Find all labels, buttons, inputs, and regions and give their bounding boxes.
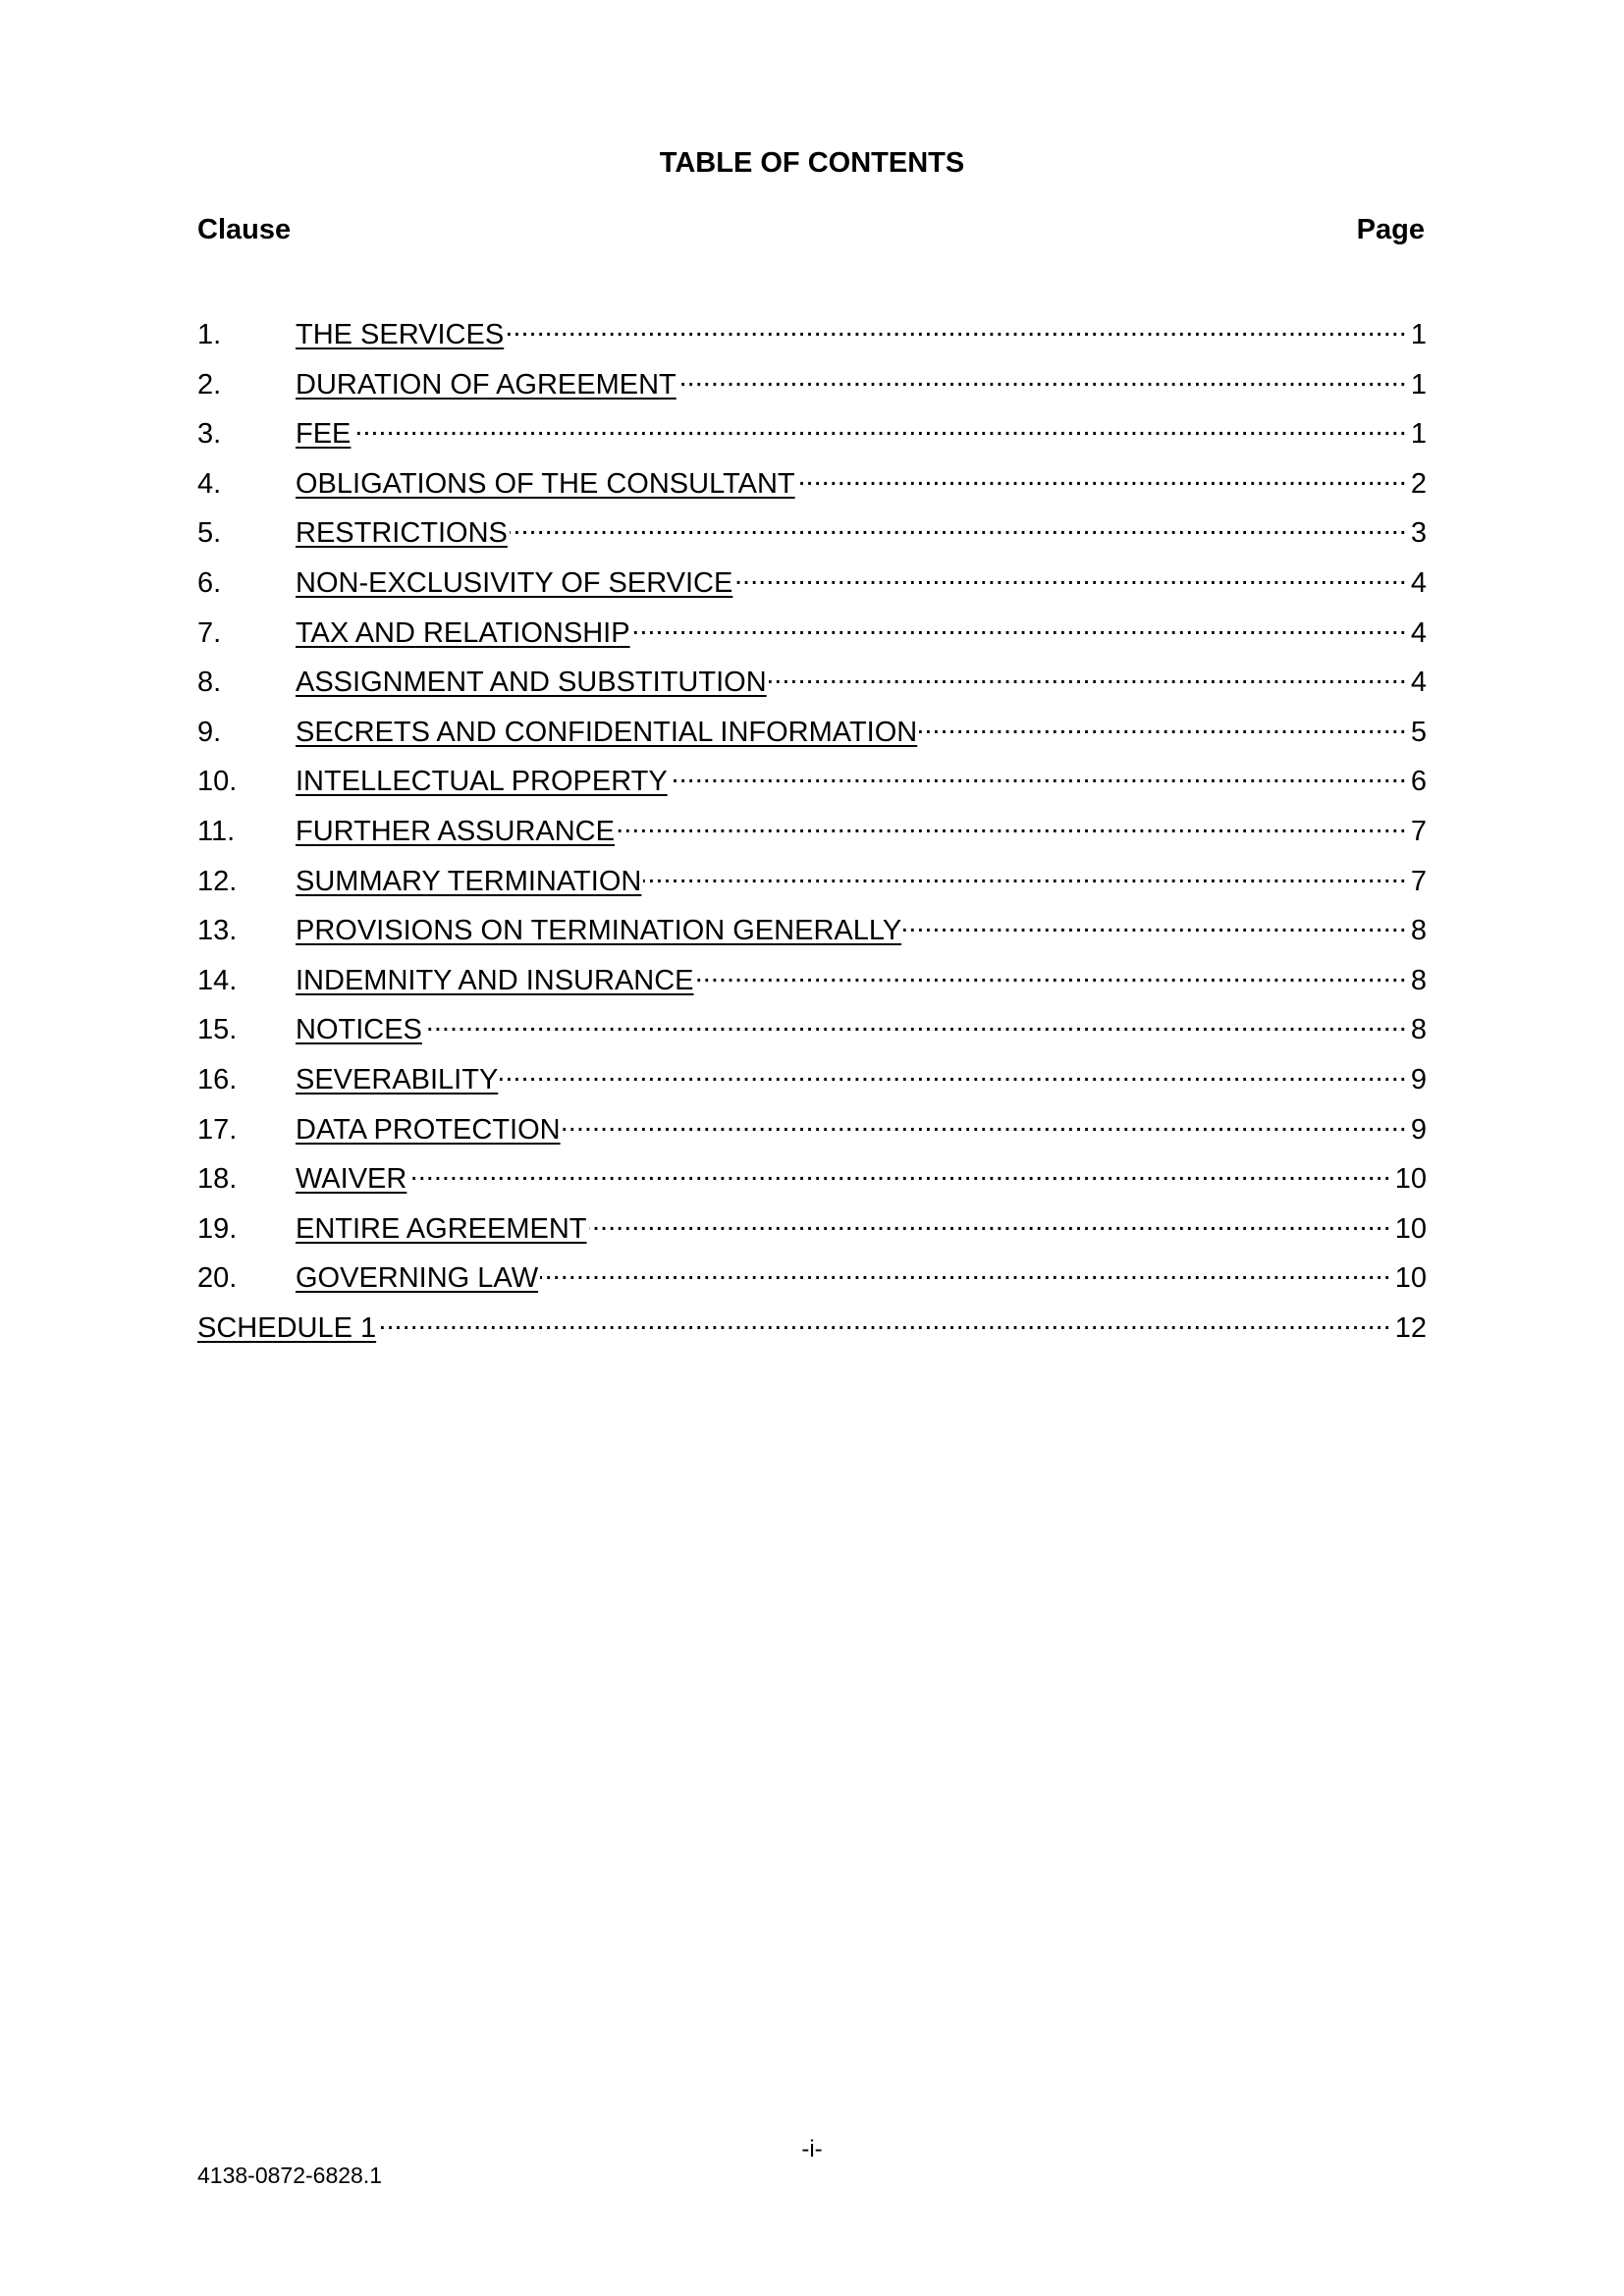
toc-entry[interactable]	[197, 1007, 1427, 1057]
clause-number: 2.	[197, 368, 222, 400]
page-number: 1	[1410, 368, 1427, 400]
clause-number: 9.	[197, 716, 222, 748]
dot-leader	[378, 1306, 1391, 1337]
toc-entry[interactable]	[197, 362, 1427, 412]
clause-title: SEVERABILITY	[296, 1063, 499, 1095]
toc-entry-schedule[interactable]	[197, 1306, 1427, 1356]
toc-entry[interactable]	[197, 1255, 1427, 1306]
toc-link[interactable]	[197, 468, 795, 501]
toc-link[interactable]	[197, 418, 351, 451]
toc-link[interactable]	[197, 1262, 538, 1295]
page-number: 4	[1410, 566, 1427, 599]
clause-number: 10.	[197, 766, 238, 798]
toc-link[interactable]	[197, 1213, 587, 1246]
dot-leader	[696, 958, 1407, 989]
clause-title: PROVISIONS ON TERMINATION GENERALLY	[296, 915, 902, 947]
schedule-link[interactable]: SCHEDULE 1	[197, 1311, 377, 1344]
toc-link[interactable]	[197, 319, 504, 351]
toc-entry[interactable]	[197, 312, 1427, 362]
dot-leader	[919, 710, 1407, 741]
clause-number: 12.	[197, 865, 238, 897]
page-number: 5	[1410, 716, 1427, 748]
toc-entry[interactable]	[197, 411, 1427, 461]
clause-title: DURATION OF AGREEMENT	[296, 368, 677, 400]
clause-title: RESTRICTIONS	[296, 517, 508, 550]
page-number: 8	[1410, 915, 1427, 947]
page-number: 10	[1394, 1262, 1427, 1295]
toc-entry[interactable]	[197, 1057, 1427, 1107]
toc-link[interactable]	[197, 1114, 561, 1147]
clause-number: 11.	[197, 815, 236, 847]
toc-link[interactable]	[197, 1064, 498, 1096]
toc-link[interactable]	[197, 915, 901, 947]
dot-leader	[670, 759, 1407, 790]
document-reference: 4138-0872-6828.1	[197, 2163, 382, 2188]
toc-link[interactable]	[197, 369, 677, 401]
clause-number: 1.	[197, 319, 222, 350]
clause-title: ENTIRE AGREEMENT	[296, 1212, 587, 1245]
clause-title: SUMMARY TERMINATION	[296, 865, 642, 897]
toc-entry[interactable]	[197, 710, 1427, 760]
page-number: 10	[1394, 1163, 1427, 1196]
clause-number: 3.	[197, 418, 222, 451]
toc-link[interactable]	[197, 717, 917, 749]
toc-link[interactable]	[197, 766, 668, 798]
toc-entry[interactable]	[197, 510, 1427, 561]
toc-link[interactable]	[197, 667, 767, 699]
toc-link[interactable]	[197, 816, 615, 848]
page-number: 10	[1394, 1212, 1427, 1245]
toc-link[interactable]	[197, 1163, 406, 1196]
clause-number: 17.	[197, 1113, 238, 1146]
clause-title: NON-EXCLUSIVITY OF SERVICE	[296, 566, 733, 599]
clause-number: 20.	[197, 1262, 238, 1295]
dot-leader	[632, 611, 1407, 642]
toc-link[interactable]	[197, 517, 508, 550]
dot-leader	[563, 1107, 1407, 1139]
toc-entry[interactable]	[197, 461, 1427, 511]
clause-column-header: Clause	[197, 214, 292, 245]
toc-list	[197, 312, 1427, 1355]
clause-number: 6.	[197, 566, 222, 599]
page-number: 7	[1410, 815, 1427, 847]
clause-title: TAX AND RELATIONSHIP	[296, 616, 630, 649]
clause-number: 16.	[197, 1063, 238, 1095]
page-number: 1	[1410, 319, 1427, 350]
page-number: 4	[1410, 667, 1427, 699]
clause-title: FEE	[296, 418, 352, 451]
page-number: 8	[1410, 1014, 1427, 1046]
dot-leader	[589, 1206, 1391, 1238]
clause-title: ASSIGNMENT AND SUBSTITUTION	[296, 667, 767, 699]
toc-entry[interactable]	[197, 1206, 1427, 1256]
page-number: 12	[1394, 1311, 1427, 1344]
dot-leader	[769, 660, 1407, 691]
clause-title: INDEMNITY AND INSURANCE	[296, 964, 694, 996]
dot-leader	[734, 561, 1407, 592]
page-number: 1	[1410, 418, 1427, 451]
toc-entry[interactable]	[197, 908, 1427, 958]
clause-number: 19.	[197, 1212, 238, 1245]
dot-leader	[617, 809, 1407, 840]
toc-title: TABLE OF CONTENTS	[659, 147, 965, 179]
page-number: 8	[1410, 964, 1427, 996]
clause-title: THE SERVICES	[296, 319, 505, 350]
clause-number: 8.	[197, 667, 222, 699]
clause-title: WAIVER	[296, 1163, 407, 1196]
toc-entry[interactable]	[197, 809, 1427, 859]
toc-entry[interactable]	[197, 1156, 1427, 1206]
dot-leader	[643, 859, 1407, 890]
dot-leader	[540, 1255, 1391, 1287]
clause-number: 13.	[197, 915, 238, 947]
toc-entry[interactable]	[197, 859, 1427, 909]
clause-number: 4.	[197, 467, 222, 500]
toc-link[interactable]	[197, 965, 694, 997]
dot-leader	[500, 1057, 1407, 1089]
toc-entry[interactable]	[197, 759, 1427, 809]
clause-number: 15.	[197, 1014, 238, 1046]
page-number: 9	[1410, 1063, 1427, 1095]
clause-title: INTELLECTUAL PROPERTY	[296, 766, 668, 798]
toc-entry[interactable]	[197, 1107, 1427, 1157]
dot-leader	[506, 312, 1407, 344]
dot-leader	[903, 908, 1407, 939]
page-column-header: Page	[1356, 214, 1425, 245]
dot-leader	[797, 461, 1407, 493]
page-number: 2	[1410, 467, 1427, 500]
page-number: 3	[1410, 517, 1427, 550]
dot-leader	[424, 1007, 1407, 1039]
clause-number: 18.	[197, 1163, 238, 1196]
clause-title: NOTICES	[296, 1014, 422, 1046]
clause-number: 14.	[197, 964, 238, 996]
toc-link[interactable]	[197, 866, 641, 898]
clause-title: OBLIGATIONS OF THE CONSULTANT	[296, 467, 795, 500]
toc-link[interactable]	[197, 567, 732, 600]
toc-entry[interactable]	[197, 660, 1427, 710]
page-number: 7	[1410, 865, 1427, 897]
toc-link[interactable]	[197, 1014, 422, 1046]
dot-leader	[408, 1156, 1390, 1188]
page-number: 4	[1410, 616, 1427, 649]
clause-title: DATA PROTECTION	[296, 1113, 561, 1146]
clause-number: 5.	[197, 517, 222, 550]
dot-leader	[352, 411, 1406, 443]
clause-title: SECRETS AND CONFIDENTIAL INFORMATION	[296, 716, 918, 748]
clause-title: GOVERNING LAW	[296, 1262, 539, 1295]
page-number: 9	[1410, 1113, 1427, 1146]
dot-leader	[678, 362, 1407, 394]
clause-title: FURTHER ASSURANCE	[296, 815, 615, 847]
toc-entry[interactable]	[197, 958, 1427, 1008]
dot-leader	[510, 510, 1407, 542]
toc-entry[interactable]	[197, 561, 1427, 611]
footer-page-number: -i-	[801, 2136, 823, 2163]
clause-number: 7.	[197, 616, 222, 649]
toc-entry[interactable]	[197, 611, 1427, 661]
page-number: 6	[1410, 766, 1427, 798]
toc-link[interactable]	[197, 617, 630, 650]
